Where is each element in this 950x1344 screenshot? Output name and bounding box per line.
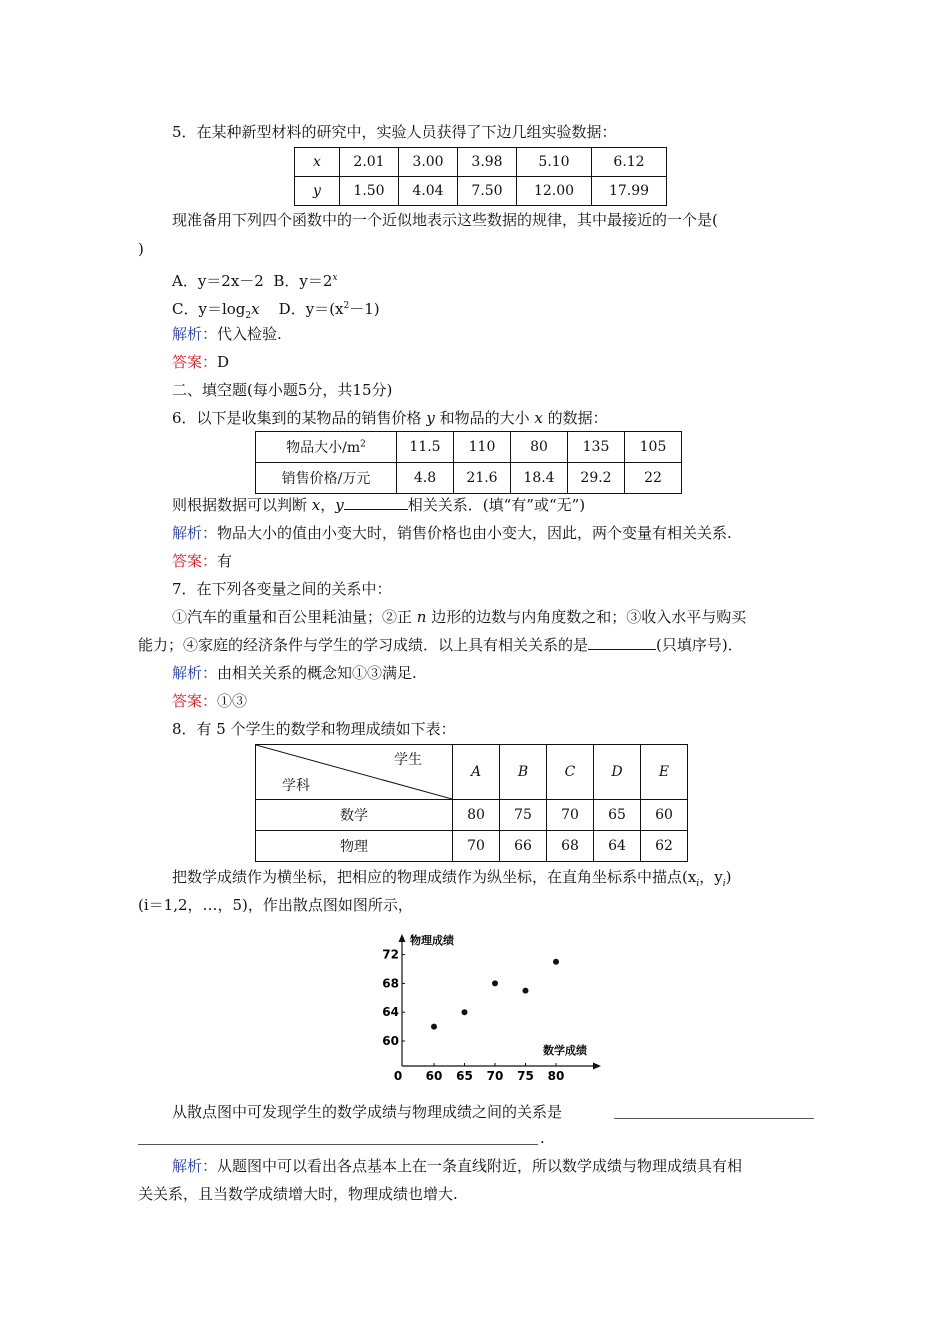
q6-stem-text: 的数据： — [542, 409, 608, 427]
analysis-label: 解析： — [172, 524, 218, 542]
x-axis-title: 数学成绩 — [543, 1044, 587, 1057]
row-label-text: 物品大小/m — [286, 440, 361, 456]
q7-text: ①汽车的重量和百公里耗油量；②正 — [172, 608, 417, 626]
q7-line — [138, 635, 743, 655]
score-cell: 68 — [547, 831, 594, 862]
q6-data-table — [255, 431, 682, 494]
q5-prompt-close: ) — [138, 240, 144, 258]
answer-line[interactable] — [614, 1118, 814, 1119]
subscript-i: i — [696, 879, 700, 889]
q6-stem — [172, 408, 608, 428]
y-tick-label: 68 — [382, 976, 399, 991]
var-y: y — [426, 409, 435, 427]
q5-x-cell: 5.10 — [517, 148, 592, 177]
header-top: 学生 — [394, 752, 422, 768]
q7-stem: 7．在下列各变量之间的关系中： — [172, 580, 392, 598]
q5-x-cell: 3.98 — [458, 148, 517, 177]
x-tick-label: 80 — [547, 1069, 565, 1083]
x-axis-arrow-icon — [593, 1063, 601, 1070]
answer-text: 有 — [217, 552, 233, 570]
answer-line[interactable] — [138, 1144, 538, 1145]
answer-label: 答案： — [172, 552, 218, 570]
q6-answer — [172, 551, 232, 571]
q8-analysis-cont: 关关系，且当数学成绩增大时，物理成绩也增大. — [138, 1185, 458, 1203]
q5-options-ab — [172, 268, 338, 291]
x-tick-label: 60 — [425, 1069, 443, 1083]
q6-stem-text: 6．以下是收集到的某物品的销售价格 — [172, 409, 427, 427]
student-header: C — [547, 745, 594, 800]
q6-analysis — [172, 523, 732, 543]
table-row — [256, 800, 688, 831]
table-row — [256, 432, 682, 463]
q5-x-cell: 2.01 — [340, 148, 399, 177]
answer-text: ①③ — [217, 692, 248, 710]
analysis-text: 由相关关系的概念知①③满足. — [217, 664, 417, 682]
q8-paragraph: (i＝1,2，…，5)，作出散点图如图所示， — [138, 896, 413, 914]
q6-row-label — [256, 432, 397, 463]
q6-cell: 21.6 — [454, 463, 511, 494]
y-tick-label: 72 — [382, 947, 399, 962]
y-axis-title: 物理成绩 — [410, 934, 454, 947]
analysis-label: 解析： — [172, 664, 218, 682]
data-point — [492, 980, 498, 986]
score-cell: 65 — [594, 800, 641, 831]
q7-text: (只填序号)． — [656, 636, 743, 654]
analysis-label: 解析： — [172, 325, 218, 343]
q6-cell: 11.5 — [397, 432, 454, 463]
q5-x-cell: 3.00 — [399, 148, 458, 177]
q8-text: 把数学成绩作为横坐标，把相应的物理成绩作为纵坐标，在直角坐标系中描点(x — [172, 868, 697, 886]
q8-text: ) — [725, 868, 732, 886]
origin-label: 0 — [393, 1069, 403, 1083]
data-point — [523, 988, 529, 994]
score-cell: 70 — [453, 831, 500, 862]
x-tick-label: 75 — [517, 1069, 534, 1083]
scatter-chart — [375, 928, 615, 1088]
analysis-text: 物品大小的值由小变大时，销售价格也由小变大，因此，两个变量有相关关系. — [217, 524, 732, 542]
q8-diagonal-header — [256, 745, 453, 800]
q5-x-label: x — [295, 148, 340, 177]
section-heading: 二、填空题(每小题5分，共15分) — [172, 381, 393, 399]
q5-y-cell: 12.00 — [517, 177, 592, 206]
q6-prompt — [172, 495, 585, 515]
unit-exponent: 2 — [360, 439, 366, 450]
option-b: B．y＝2 — [273, 272, 333, 290]
score-cell: 80 — [453, 800, 500, 831]
answer-label: 答案： — [172, 692, 218, 710]
question-period: . — [540, 1129, 545, 1147]
q6-cell: 22 — [625, 463, 682, 494]
q8-analysis — [172, 1156, 742, 1176]
student-header: B — [500, 745, 547, 800]
q6-prompt-text: 相关关系．(填“有”或“无”) — [407, 496, 586, 514]
x-tick-label: 70 — [486, 1069, 504, 1083]
table-row — [256, 745, 688, 800]
answer-blank[interactable] — [344, 495, 408, 510]
q5-y-cell: 17.99 — [592, 177, 667, 206]
subscript-i: i — [722, 879, 726, 889]
q7-text: 边形的边数与内角度数之和；③收入水平与购买 — [426, 608, 747, 626]
q6-cell: 29.2 — [568, 463, 625, 494]
student-header: E — [641, 745, 688, 800]
subject-label: 物理 — [256, 831, 453, 862]
option-d: D．y＝ — [278, 300, 330, 318]
score-cell: 75 — [500, 800, 547, 831]
score-cell: 64 — [594, 831, 641, 862]
q8-question: 从散点图中可发现学生的数学成绩与物理成绩之间的关系是 — [172, 1103, 563, 1121]
option-d-open: (x — [329, 300, 344, 318]
q6-row-label: 销售价格/万元 — [256, 463, 397, 494]
answer-blank[interactable] — [588, 635, 656, 650]
q5-options-cd — [172, 296, 380, 326]
option-d-close: －1) — [349, 300, 380, 318]
data-point — [553, 959, 559, 965]
q8-paragraph — [172, 867, 731, 894]
score-cell: 62 — [641, 831, 688, 862]
q5-data-table — [294, 147, 667, 206]
q8-stem: 8．有 5 个学生的数学和物理成绩如下表： — [172, 720, 456, 738]
student-header: A — [453, 745, 500, 800]
analysis-label: 解析： — [172, 1157, 218, 1175]
option-a: A．y＝2x－2 — [172, 272, 264, 290]
q8-score-table — [255, 744, 688, 862]
table-row — [256, 831, 688, 862]
option-c: C．y＝log — [172, 300, 246, 318]
q5-y-cell: 7.50 — [458, 177, 517, 206]
q7-line — [172, 607, 746, 627]
q6-cell: 135 — [568, 432, 625, 463]
option-b-exponent: x — [332, 273, 338, 283]
score-cell: 60 — [641, 800, 688, 831]
var-y: y — [335, 496, 344, 514]
data-point — [462, 1009, 468, 1015]
q6-cell: 105 — [625, 432, 682, 463]
header-bottom: 学科 — [282, 778, 310, 794]
q6-prompt-text: ， — [320, 496, 336, 514]
q8-text: ，y — [699, 868, 723, 886]
subject-label: 数学 — [256, 800, 453, 831]
q5-answer — [172, 352, 229, 372]
q5-y-label: y — [295, 177, 340, 206]
q6-stem-text: 和物品的大小 — [434, 409, 535, 427]
q5-prompt: 现准备用下列四个函数中的一个近似地表示这些数据的规律，其中最接近的一个是( — [172, 211, 718, 229]
q6-cell: 18.4 — [511, 463, 568, 494]
student-header: D — [594, 745, 641, 800]
q7-text: 能力；④家庭的经济条件与学生的学习成绩．以上具有相关关系的是 — [138, 636, 589, 654]
table-row — [256, 463, 682, 494]
analysis-text: 代入检验. — [217, 325, 282, 343]
option-d-exponent: 2 — [343, 301, 350, 311]
data-point — [431, 1024, 437, 1030]
q7-analysis — [172, 663, 417, 683]
var-n: n — [416, 608, 427, 626]
q6-cell: 4.8 — [397, 463, 454, 494]
q5-x-cell: 6.12 — [592, 148, 667, 177]
score-cell: 70 — [547, 800, 594, 831]
score-cell: 66 — [500, 831, 547, 862]
option-c-var: x — [251, 300, 260, 318]
x-tick-label: 65 — [456, 1069, 473, 1083]
answer-label: 答案： — [172, 353, 218, 371]
q5-analysis — [172, 324, 282, 344]
answer-text: D — [217, 353, 230, 371]
table-row — [295, 148, 667, 177]
table-row — [295, 177, 667, 206]
q6-prompt-text: 则根据数据可以判断 — [172, 496, 312, 514]
y-tick-label: 60 — [382, 1034, 399, 1048]
analysis-text: 从题图中可以看出各点基本上在一条直线附近，所以数学成绩与物理成绩具有相 — [217, 1157, 743, 1175]
q5-y-cell: 1.50 — [340, 177, 399, 206]
q5-y-cell: 4.04 — [399, 177, 458, 206]
q6-cell: 110 — [454, 432, 511, 463]
y-axis-arrow-icon — [399, 934, 406, 942]
q7-answer — [172, 691, 247, 711]
option-c-base: 2 — [245, 311, 252, 321]
var-x: x — [534, 409, 543, 427]
var-x: x — [311, 496, 321, 514]
q6-cell: 80 — [511, 432, 568, 463]
q5-stem: 5．在某种新型材料的研究中，实验人员获得了下边几组实验数据： — [172, 123, 617, 141]
y-tick-label: 64 — [382, 1005, 399, 1020]
